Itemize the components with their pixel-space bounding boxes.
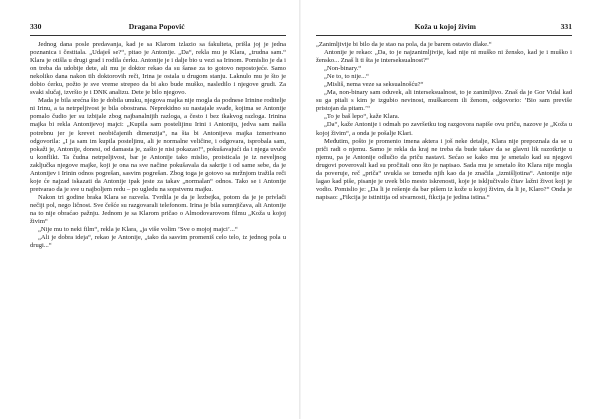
paragraph: Međutim, pošto je promenio imena aktera i još neke detalje, Klara nije prepoznala da se u priči radi o njemu. Samo je rekla da kraj ne treba da bude takav da se glavni lik razotkrije u njemu, pa je Antonije odlučio da priču nastavi. Sećao se kako mu je smetalo kad su njegovi drugovi poverovali kad su pročitali ono što je napisao. Sada mu je smetalo što Klara nije mogla da poveruje, reč „priča“ uvukla se između njih kao da je značila „izmišljotina“. Antonije nije lagao kad piše, pisanje je uvek bilo mesto iskrenosti, koje je isključivalo čitav lažni život koji je vodio. Pomislio je: „Da li je rešenje da bar pišem iz kože u kojoj živim, da li je, Klaro?“ Onda je napisao: „Fikcija je istinitija od stvarnosti, fikcija je jedina istina.“ xyxy=(316,137,572,201)
paragraph: „To je baš lepo“, kaže Klara. xyxy=(324,113,400,121)
page-number: 331 xyxy=(560,22,572,31)
paragraph: „Ma, non-binary sam oduvek, ali interseksualnost, to je zanimljivo. Znaš da je Gor Vidal kad su ga pitali s kim je izgubio nevinost, muškarcem ili ženom, odgovorio: ’Bio sam previše pristojan da pitam.’“ xyxy=(316,89,572,113)
paragraph: „Non-binary.“ xyxy=(324,65,362,73)
paragraph: „Ali je dobra ideja“, rekao je Antonije, „tako da sasvim promeniš celo telo, iz jednog pola u drugi...“ xyxy=(30,234,286,250)
paragraph: Jednog dana posle predavanja, kad je sa Klarom izlazio sa fakulteta, prišla joj je jedna poznanica i čestitala. „Udaješ se?“, pitao je Antonije. „Da“, rekla mu je Klara, „trudna sam.“ Klara je otišla u drugi grad i rodila ćerku. Antonije je i dalje bio u vezi sa Irinom. Pomislio je da i on treba da udobije dete, ali mu je doktor rekao da su šanse za to gotovo nepostojeće. Samo nekoliko dana nakon tih doktorovih reči, Irina je ostala u drugom stanju. Laknulo mu je što je dobio ćerku, požto je sve vreme strepeo da bi ako bude muško, nasledilo i njegove grudi. Za svaki slučaj, izvršio je i DNK analizu. Dete je bilo njegovo. xyxy=(30,41,286,97)
running-head: Dragana Popović xyxy=(128,22,185,31)
paragraph: „Da“, kaže Antonije i odmah po završetku tog razgovora napiše ovu priču, nazove je „Koža u kojoj živim“, a onda je pošalje Klari. xyxy=(316,121,572,137)
paragraph: Antonije je rekao: „Da, to je najzanimljivije, kad nije ni muško ni žensko, kad je i muško i žensko... Znaš li ti šta je interseksualnost?“ xyxy=(316,49,572,65)
running-head: Koža u kojoj živim xyxy=(414,22,476,31)
right-page-header xyxy=(316,22,572,36)
paragraph: Mada je bila srećna što je dobila unuku, njegova majka nije mogla da podnese Irinine roditelje ni Irinu, a ta netrpeljivost je bila obostrana. Neprekidno su nastajale svađe, kojima se Antonije pomalo čudio jer su izbijale zbog najbanalnijih razloga, a često i bez ikakvog razloga. Irinina majka bi rekla Antonijevoj majci: „Kupila sam postelijinu Irini i Antoniju, jedva sam našla potrebnu jer je krevet neobičajenih dimenzija“, na šta bi Antonijeva majka izmerivano odgovorila: „I ja sam im kupila posteljinu, ali je normalne veličine, i odgovara, isprobala sam, pokaži je, Antonije, donesi, od damasta je, zašto je nisi pokazao!“, pokušavajući da i njega uvuče u konflikt. Ta čudna netrpeljivost, bar je Antonije tako mislio, proisticala je iz neveljnog zaključka njegove majke, koji je ona na sve načine pokušavala da sakrije i od same sebe, da je Antonijev i Irinin odnos pogrešan, sasvim pogrešan. Zbog toga je gotovo sa mržnjom tražila reči koje će najzad iskazati da Antonije ipak jeste za takav „normalan“ odnos. Tako se i Antonije pretvarao da je sve u najboljem redu – po ugledu na sopstvenu majku. xyxy=(30,97,286,193)
right-page-text xyxy=(316,41,572,202)
left-page-header xyxy=(30,22,286,36)
paragraph: „Ne to, to nije...“ xyxy=(324,73,369,81)
paragraph: „Zanimljivije bi bilo da je stao na pola, da je barem ostavio dlake.“ xyxy=(316,41,492,48)
right-page xyxy=(300,0,600,419)
paragraph: „Misliš, nema veze sa seksualnošću?“ xyxy=(324,81,424,89)
left-page-text xyxy=(30,41,286,250)
paragraph: Nakon tri godine braka Klara se razvela. Tvrdila je da je lezbejka, potom da je je privlači nečiji pol, nego ličnost. Sve češće su razgovarali telefonom. Irina je bila sumnjičava, ali Antonije na to nije obraćao pažnju. Jednom je sa Klarom pričao o Almodovarovom filmu „Koža u kojoj živim“ xyxy=(30,193,286,226)
page-number: 330 xyxy=(30,22,42,31)
paragraph: „Nije mu to neki film“, rekla je Klara, „ja više volim ’Sve o mojoj majci’...“ xyxy=(38,226,238,234)
